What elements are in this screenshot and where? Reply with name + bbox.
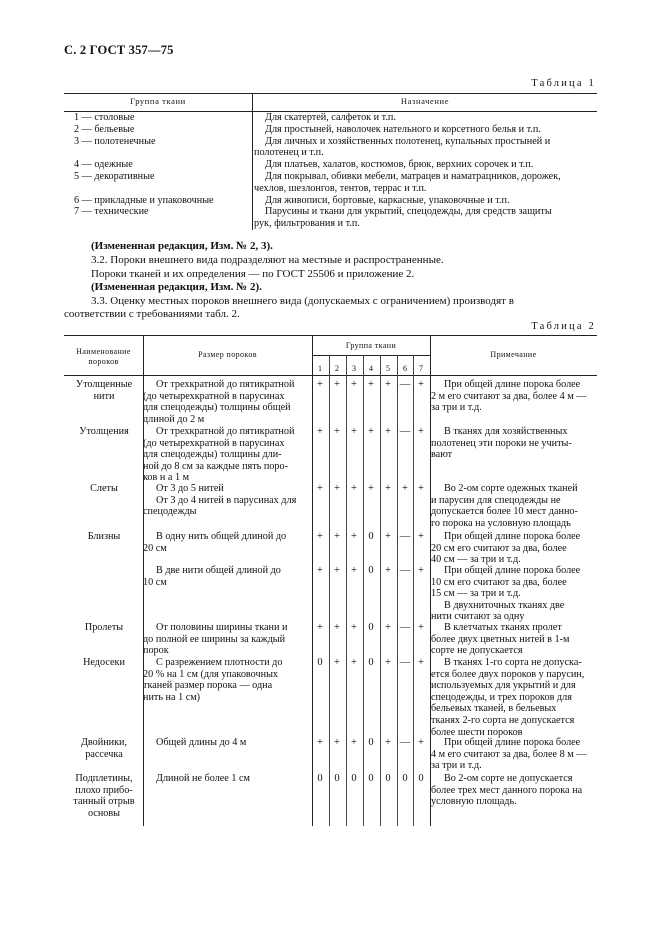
group-mark-4: 0 (368, 531, 374, 542)
group-mark-7: + (418, 565, 424, 576)
note-line: более двух цветных нитей в 1-м (431, 633, 570, 645)
note-line: При общей длине порока более (444, 565, 581, 576)
table1-group-6: 6 — прикладные и упаковочные (74, 194, 214, 206)
group-mark-5: + (385, 531, 391, 542)
table2-row-size (143, 622, 306, 657)
group-mark-1: 0 (317, 773, 323, 784)
defect-name-line: основы (87, 807, 121, 819)
group-mark-6: — (399, 622, 411, 633)
defect-size-line: От 3 до 5 нитей (156, 483, 224, 494)
note-line: ется более двух пороков у парусин, (431, 668, 585, 680)
note-line: 20 см его считают за два, более (431, 542, 567, 554)
note-line: В клетчатых тканях пролет (444, 622, 562, 633)
group-mark-6: 0 (402, 773, 408, 784)
group-mark-2: + (334, 737, 340, 748)
defect-size-line: спецодежды (143, 506, 197, 518)
note-line: нити считают за одну (431, 611, 525, 623)
table2-divider-size (312, 335, 313, 826)
group-mark-2: + (334, 379, 340, 390)
group-mark-2: + (334, 531, 340, 542)
table1-top-rule (64, 93, 597, 94)
defect-name-line: танный отрыв (73, 796, 135, 808)
paragraph-3-2: 3.2. Пороки внешнего вида подразделяют на местные и распространенные. (91, 254, 444, 266)
note-line: В двухниточных тканях две (444, 599, 565, 611)
table2-row-note (431, 426, 597, 461)
defect-name-line: нити (93, 390, 115, 402)
group-mark-7: 0 (418, 773, 424, 784)
group-mark-6: — (399, 657, 411, 668)
note-line: вают (431, 449, 453, 461)
table2-header-note: Примечание (490, 350, 537, 359)
group-num-4: 4 (369, 364, 373, 373)
table2-row-name (66, 531, 142, 543)
defect-size-line: Длиной не более 1 см (156, 773, 250, 784)
group-mark-4: + (368, 483, 374, 494)
table1-group-3: 3 — полотенечные (74, 135, 156, 147)
group-mark-1: + (317, 531, 323, 542)
group-mark-4: + (368, 426, 374, 437)
group-mark-7: + (418, 483, 424, 494)
table1-group-1: 1 — столовые (74, 112, 135, 123)
group-mark-4: + (368, 379, 374, 390)
table2-row-name (66, 737, 142, 760)
amendment-note-1: (Измененная редакция, Изм. № 2, 3). (91, 240, 273, 252)
table2-row-note (431, 773, 597, 808)
paragraph-defects-definitions: Пороки тканей и их определения — по ГОСТ 25506 и приложение 2. (91, 268, 415, 280)
table2-header-name: Наименование пороков (76, 347, 131, 366)
defect-name-line: Слеты (90, 483, 118, 494)
table2-row-size (143, 737, 306, 749)
group-mark-3: + (351, 379, 357, 390)
table2-row-name (66, 657, 142, 669)
note-line: 10 см его считают за два, более (431, 576, 567, 588)
group-num-5: 5 (386, 364, 390, 373)
defect-size-line: В две нити общей длиной до (156, 565, 281, 576)
table2-row-note (431, 531, 597, 566)
defect-size-line: длиной до 2 м (143, 413, 205, 425)
group-mark-7: + (418, 426, 424, 437)
defect-size-line: для спецодежды) толщины дли- (143, 449, 282, 461)
group-mark-5: + (385, 426, 391, 437)
defect-size-line: 10 см (143, 576, 167, 588)
defect-name-line: Недосеки (83, 657, 125, 668)
table1-caption: Таблица 1 (531, 78, 596, 89)
note-line: полотенец эти пороки не учиты- (431, 437, 572, 449)
group-mark-1: + (317, 483, 323, 494)
group-mark-3: + (351, 737, 357, 748)
note-line: сорте не допускается (431, 645, 523, 657)
table2-row-size (143, 426, 306, 484)
note-line: более трех мест данного порока на (431, 784, 583, 796)
note-line: При общей длине порока более (444, 379, 581, 390)
table1-group-7: 7 — технические (74, 206, 149, 218)
defect-size-line: 20 см (143, 542, 167, 554)
page-header: С. 2 ГОСТ 357—75 (64, 43, 174, 57)
defect-size-line: Общей длины до 4 м (156, 737, 247, 748)
table1-purpose-5b: чехлов, шезлонгов, тентов, террас и т.п. (254, 182, 427, 194)
defect-name-line: плохо прибо- (75, 784, 133, 796)
table1-purpose-3b: полотенец и т.п. (254, 147, 324, 159)
table1-purpose-7b: рук, фильтрования и т.п. (254, 218, 360, 230)
table2-row-name (66, 426, 142, 438)
group-mark-2: + (334, 483, 340, 494)
group-mark-1: 0 (317, 657, 323, 668)
note-line: При общей длине порока более (444, 531, 581, 542)
group-num-7: 7 (419, 364, 423, 373)
table1-purpose-3a: Для личных и хозяйственных полотенец, купальных простыней и (265, 135, 551, 147)
group-mark-2: + (334, 622, 340, 633)
table1-group-5: 5 — декоративные (74, 170, 155, 182)
note-line: 2 м его считают за два, более 4 м — (431, 390, 587, 402)
group-mark-7: + (418, 379, 424, 390)
defect-size-line: От половины ширины ткани и (156, 622, 288, 633)
table1-header-purpose: Назначение (400, 96, 450, 106)
group-mark-6: + (402, 483, 408, 494)
group-mark-6: — (399, 531, 411, 542)
defect-name-line: Утолщения (79, 426, 129, 437)
table2-row-size (143, 773, 306, 785)
defect-size-line: (до четырехкратной в парусинах (143, 390, 285, 402)
group-mark-3: + (351, 657, 357, 668)
table1-purpose-7a: Парусины и ткани для укрытий, спецодежды, для средств защиты (265, 206, 552, 218)
group-mark-3: + (351, 565, 357, 576)
group-mark-1: + (317, 565, 323, 576)
defect-size-line: порок (143, 645, 169, 657)
defect-size-line: ной до 8 см за каждые пять поро- (143, 460, 288, 472)
note-line: Во 2-ом сорте не допускается (444, 773, 573, 784)
group-mark-3: + (351, 531, 357, 542)
group-mark-3: + (351, 483, 357, 494)
group-mark-6: — (399, 379, 411, 390)
group-mark-5: + (385, 483, 391, 494)
note-line: 4 м его считают за два, более 8 м — (431, 748, 587, 760)
note-line: за три и т.д. (431, 760, 482, 772)
table2-row-note (431, 483, 597, 529)
table2-row-note (431, 737, 597, 772)
group-mark-7: + (418, 657, 424, 668)
note-line: за три и т.д. (431, 402, 482, 414)
group-mark-4: 0 (368, 657, 374, 668)
defect-name-line: рассечка (85, 748, 123, 760)
table1-groups-column (74, 112, 254, 218)
note-line: бельевых тканей, в бельевых (431, 703, 557, 715)
group-mark-5: 0 (385, 773, 391, 784)
table2-row-size (143, 657, 306, 703)
table1-purpose-4: Для платьев, халатов, костюмов, брюк, верхних сорочек и т.п. (265, 159, 534, 171)
table2-row-name (66, 773, 142, 819)
defect-size-line: 20 % на 1 см (для упаковочных (143, 668, 279, 680)
group-mark-1: + (317, 737, 323, 748)
table2-row-name (66, 379, 142, 402)
group-mark-4: 0 (368, 737, 374, 748)
note-line: 40 см — за три и т.д. (431, 554, 521, 566)
amendment-note-2: (Измененная редакция, Изм. № 2). (91, 281, 262, 293)
table2-row-note (431, 622, 597, 657)
table2-row-note (431, 379, 597, 414)
group-num-1: 1 (318, 364, 322, 373)
table2-row-note (431, 657, 597, 738)
defect-size-line: От трехкратной до пятикратной (156, 379, 295, 390)
note-line: тканях 2-го сорта не допускается (431, 714, 575, 726)
note-line: спецодежды, и трех пороков для (431, 691, 572, 703)
defect-size-line: От трехкратной до пятикратной (156, 426, 295, 437)
defect-name-line: Утолщенные (75, 379, 133, 390)
table2-caption: Таблица 2 (531, 321, 596, 332)
group-mark-4: 0 (368, 622, 374, 633)
group-mark-6: — (399, 737, 411, 748)
group-num-2: 2 (335, 364, 339, 373)
note-line: условную площадь. (431, 796, 517, 808)
table2-row-size (143, 565, 306, 588)
group-num-3: 3 (352, 364, 356, 373)
group-mark-6: — (399, 426, 411, 437)
group-mark-7: + (418, 737, 424, 748)
group-mark-2: + (334, 426, 340, 437)
group-mark-6: — (399, 565, 411, 576)
defect-name-line: Близны (87, 531, 121, 542)
note-line: 15 см — за три и т.д. (431, 588, 521, 600)
table1-purpose-6: Для живописи, бортовые, каркасные, упаковочные и т.п. (265, 194, 510, 206)
table2-row-size (143, 531, 306, 554)
group-mark-5: + (385, 622, 391, 633)
paragraph-3-3-line2: соответствии с требованиями табл. 2. (64, 308, 240, 320)
table1-purpose-1: Для скатертей, салфеток и т.п. (265, 112, 396, 123)
table1-purpose-5a: Для покрывал, обивки мебели, матрацев и наматрацников, дорожек, (265, 170, 561, 182)
table2-row-size (143, 379, 306, 425)
group-mark-7: + (418, 622, 424, 633)
defect-size-line: тканей размер порока — одна (143, 680, 273, 692)
table2-header-group: Группа ткани (345, 341, 397, 350)
table1-header-group: Группа ткани (130, 96, 186, 106)
note-line: используемых для укрытий и для (431, 680, 576, 692)
group-mark-3: 0 (351, 773, 357, 784)
defect-size-line: ков н а 1 м (143, 472, 190, 484)
note-line: более шести пороков (431, 726, 523, 738)
group-mark-4: 0 (368, 565, 374, 576)
group-mark-1: + (317, 426, 323, 437)
group-mark-2: + (334, 657, 340, 668)
defect-name-line: Пролеты (84, 622, 124, 633)
table2-row-size (143, 483, 306, 518)
table2-row-name (66, 483, 142, 495)
group-num-6: 6 (403, 364, 407, 373)
table1-purpose-column (254, 112, 597, 230)
defect-size-line: нить на 1 см) (143, 691, 201, 703)
note-line: В тканях 1-го сорта не допуска- (444, 657, 582, 668)
defect-name-line: Подплетины, (75, 773, 133, 784)
group-mark-1: + (317, 379, 323, 390)
defect-size-line: до полной ее ширины за каждый (143, 633, 286, 645)
group-mark-3: + (351, 622, 357, 633)
note-line: В тканях для хозяйственных (444, 426, 568, 437)
table2-header-size: Размер пороков (198, 350, 257, 359)
table2-row-name (66, 622, 142, 634)
defect-size-line: От 3 до 4 нитей в парусинах для (156, 494, 297, 506)
note-line: го порока на условную площадь (431, 517, 571, 529)
group-mark-1: + (317, 622, 323, 633)
group-mark-5: + (385, 737, 391, 748)
note-line: Во 2-ом сорте одежных тканей (444, 483, 578, 494)
group-mark-3: + (351, 426, 357, 437)
defect-size-line: для спецодежды) толщины общей (143, 402, 291, 414)
table1-purpose-2: Для простыней, наволочек нательного и корсетного белья и т.п. (265, 123, 541, 135)
table1-group-2: 2 — бельевые (74, 123, 135, 135)
group-mark-5: + (385, 379, 391, 390)
defect-size-line: С разрежением плотности до (156, 657, 283, 668)
defect-name-line: Двойники, (80, 737, 128, 748)
group-mark-7: + (418, 531, 424, 542)
group-mark-5: + (385, 657, 391, 668)
group-mark-5: + (385, 565, 391, 576)
defect-size-line: (до четырехкратной в парусинах (143, 437, 285, 449)
group-mark-2: + (334, 565, 340, 576)
note-line: и парусин для спецодежды не (431, 494, 561, 506)
paragraph-3-3-line1: 3.3. Оценку местных пороков внешнего вида (допускаемых с ограничением) производят в (91, 295, 514, 307)
group-mark-2: 0 (334, 773, 340, 784)
group-mark-4: 0 (368, 773, 374, 784)
defect-size-line: В одну нить общей длиной до (156, 531, 287, 542)
note-line: допускается более 10 мест данно- (431, 506, 578, 518)
table1-group-4: 4 — одежные (74, 159, 133, 171)
table2-row-note (431, 565, 597, 623)
note-line: При общей длине порока более (444, 737, 581, 748)
